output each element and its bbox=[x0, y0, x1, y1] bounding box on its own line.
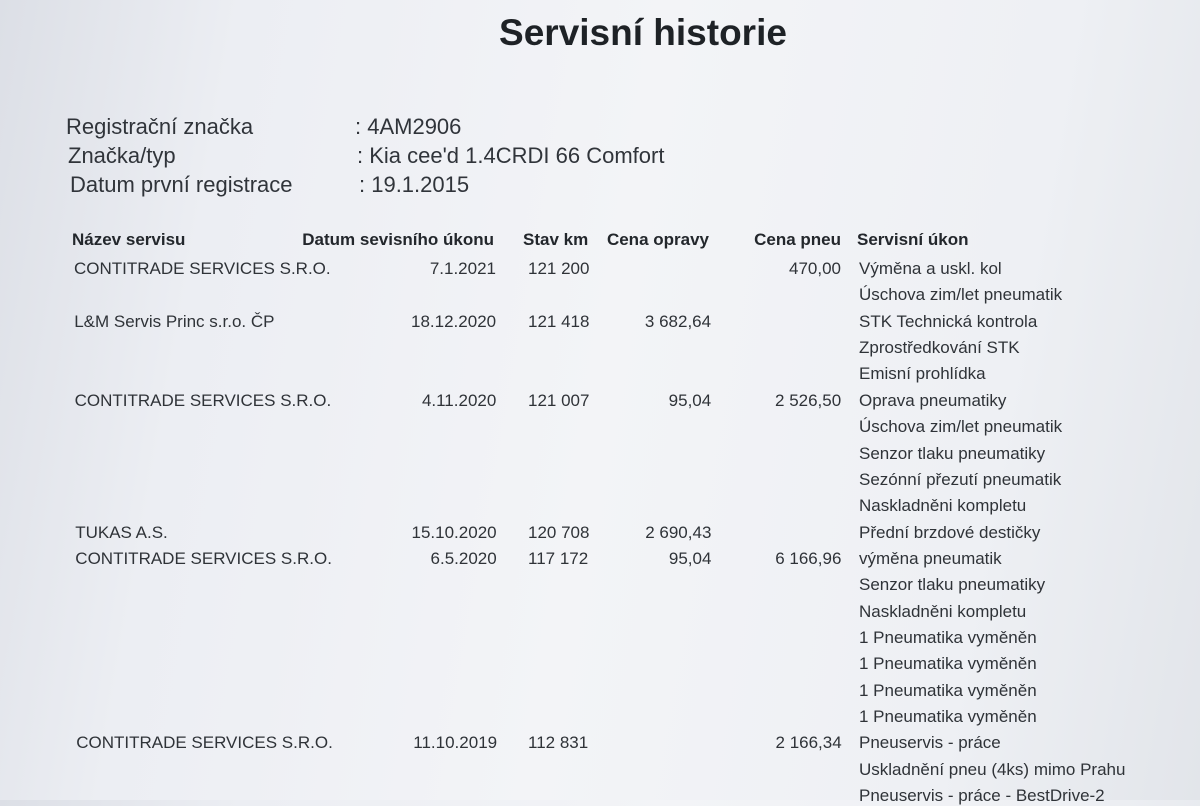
row-service-action: výměna pneumatik bbox=[859, 548, 1002, 568]
row-service-date: 18.12.2020 bbox=[411, 311, 497, 331]
row-tyre-price: 2 526,50 bbox=[775, 390, 842, 410]
row-service-action: Senzor tlaku pneumatiky bbox=[859, 575, 1046, 595]
row-service-date: 4.11.2020 bbox=[421, 390, 497, 410]
row-service-action: Sezónní přezutí pneumatik bbox=[859, 469, 1062, 489]
row-tyre-price: 6 166,96 bbox=[775, 548, 842, 568]
row-service-name: TUKAS A.S. bbox=[75, 522, 168, 542]
row-service-action: Pneuservis - práce bbox=[859, 733, 1001, 753]
row-service-action: Naskladněni kompletu bbox=[859, 496, 1027, 516]
row-mileage: 121 200 bbox=[528, 259, 590, 278]
row-service-action: 1 Pneumatika vyměněn bbox=[859, 680, 1037, 700]
header-repair-price: Cena opravy bbox=[606, 230, 709, 249]
row-repair-price: 2 690,43 bbox=[645, 522, 712, 542]
row-service-action: Úschova zim/let pneumatik bbox=[859, 417, 1063, 437]
row-service-action: Naskladněni kompletu bbox=[859, 601, 1027, 621]
row-repair-price: 95,04 bbox=[668, 548, 712, 568]
header-service-name: Název servisu bbox=[72, 230, 186, 249]
row-service-date: 6.5.2020 bbox=[430, 548, 497, 568]
row-service-action: Přední brzdové destičky bbox=[859, 522, 1041, 542]
row-tyre-price: 470,00 bbox=[789, 259, 841, 278]
row-service-action: Senzor tlaku pneumatiky bbox=[859, 443, 1046, 463]
row-service-action: Oprava pneumatiky bbox=[859, 390, 1007, 410]
row-service-action: Pneuservis - práce - BestDrive-2 bbox=[859, 786, 1105, 805]
row-repair-price: 3 682,64 bbox=[644, 311, 712, 331]
row-repair-price: 95,04 bbox=[668, 390, 712, 410]
row-service-action: Úschova zim/let pneumatik bbox=[859, 285, 1063, 305]
row-service-name: CONTITRADE SERVICES S.R.O. bbox=[74, 390, 332, 410]
row-service-date: 15.10.2020 bbox=[411, 522, 497, 542]
row-service-action: 1 Pneumatika vyměněn bbox=[859, 627, 1037, 647]
row-service-name: CONTITRADE SERVICES S.R.O. bbox=[75, 548, 332, 568]
row-service-name: L&M Servis Princ s.r.o. ČP bbox=[74, 311, 275, 331]
row-service-action: STK Technická kontrola bbox=[859, 311, 1038, 331]
row-mileage: 112 831 bbox=[528, 733, 589, 753]
header-tyre-price: Cena pneu bbox=[754, 230, 841, 249]
row-mileage: 117 172 bbox=[528, 548, 589, 568]
type-label: Značka/typ bbox=[68, 143, 176, 168]
header-service-action: Servisní úkon bbox=[857, 230, 969, 249]
row-service-action: Uskladnění pneu (4ks) mimo Prahu bbox=[859, 759, 1126, 779]
row-service-date: 7.1.2021 bbox=[429, 259, 496, 278]
row-service-name: CONTITRADE SERVICES S.R.O. bbox=[74, 259, 331, 278]
row-service-action: Emisní prohlídka bbox=[859, 364, 986, 384]
row-tyre-price: 2 166,34 bbox=[775, 733, 842, 753]
header-service-date: Datum sevisního úkonu bbox=[302, 230, 494, 249]
header-mileage: Stav km bbox=[523, 230, 589, 249]
page-title: Servisní historie bbox=[499, 12, 787, 53]
registration-label: Registrační značka bbox=[66, 114, 254, 139]
row-service-date: 11.10.2019 bbox=[413, 733, 498, 753]
row-mileage: 120 708 bbox=[528, 522, 590, 542]
first-registration-value: : 19.1.2015 bbox=[359, 172, 470, 197]
type-value: : Kia cee'd 1.4CRDI 66 Comfort bbox=[357, 143, 665, 168]
registration-value: : 4AM2906 bbox=[355, 114, 462, 139]
row-service-name: CONTITRADE SERVICES S.R.O. bbox=[76, 733, 333, 753]
row-mileage: 121 007 bbox=[528, 390, 590, 410]
row-service-action: 1 Pneumatika vyměněn bbox=[859, 707, 1037, 726]
row-service-action: Zprostředkování STK bbox=[859, 338, 1020, 358]
first-registration-label: Datum první registrace bbox=[70, 172, 293, 197]
row-service-action: 1 Pneumatika vyměněn bbox=[859, 654, 1037, 674]
row-mileage: 121 418 bbox=[528, 311, 590, 331]
row-service-action: Výměna a uskl. kol bbox=[859, 259, 1002, 278]
